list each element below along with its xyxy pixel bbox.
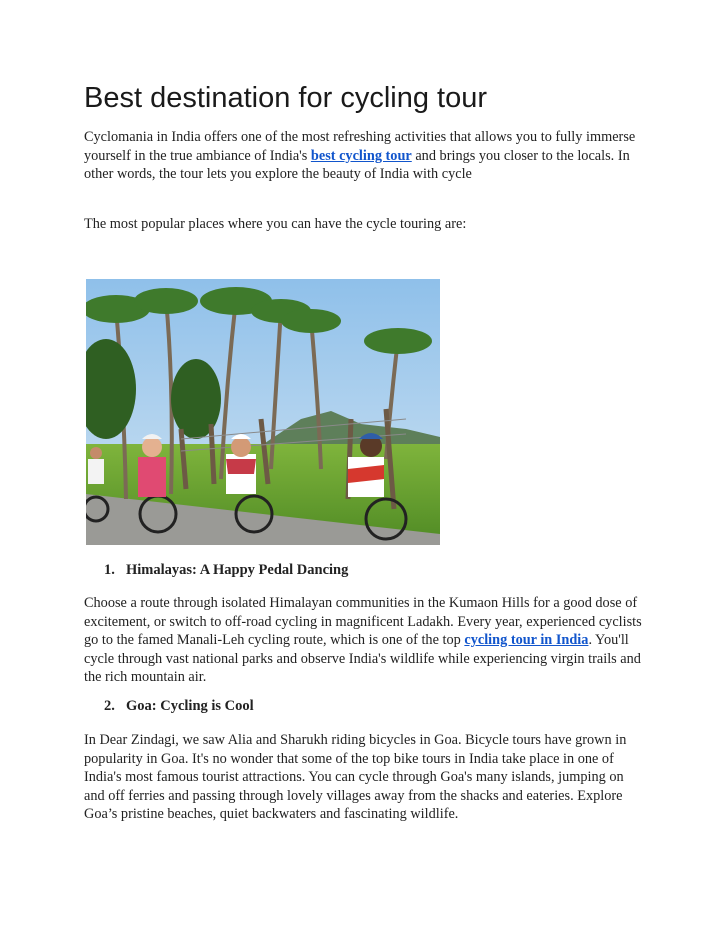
- intro-text-before: Cyclomania in India offers one of the most refreshing activities that allows you to fully immerse yourself in the true ambiance of India's: [84, 129, 636, 164]
- himalayas-text-before: Choose a route through isolated Himalayan communities in the Kumaon Hills for a good dose of excitement, or switch to off-road cycling in magnificent Ladakh. Every year, experienced cyclists go to the famed Manali-Leh cycling route, which is one of the top: [84, 595, 642, 648]
- section-number: 1.: [104, 562, 115, 578]
- section-heading-himalayas: [104, 562, 348, 579]
- intro-text-after: and brings you closer to the locals. In other words, the tour lets you explore the beauty of India with cycle: [84, 147, 630, 182]
- page-title: Best destination for cycling tour: [84, 82, 487, 114]
- best-cycling-tour-link[interactable]: best cycling tour: [310, 147, 412, 164]
- cyclists-photo: [86, 279, 440, 545]
- section-heading-text: Himalayas: A Happy Pedal Dancing: [126, 562, 349, 578]
- goa-paragraph: In Dear Zindagi, we saw Alia and Sharukh riding bicycles in Goa. Bicycle tours have grown in popularity in Goa. It's no wonder that some of the top bike tours in India take place in one of India's most famous tourist attractions. You can cycle through Goa's many islands, jumping on and off ferries and passing through lovely villages away from the shacks and eateries. Explore Goa’s pristine beaches, quiet backwaters and fascinating wildlife.: [84, 732, 627, 822]
- section-heading-text: Goa: Cycling is Cool: [126, 698, 254, 714]
- himalayas-paragraph: [84, 594, 644, 687]
- intro-paragraph: [84, 128, 644, 184]
- himalayas-text-after: . You'll cycle through vast national parks and observe India's wildlife while experiencing virgin trails and the rich mountain air.: [84, 632, 641, 685]
- cycling-tour-in-india-link[interactable]: cycling tour in India: [464, 632, 589, 648]
- section-number: 2.: [104, 698, 115, 714]
- section-heading-goa: [104, 698, 254, 715]
- lead-in-paragraph: The most popular places where you can have the cycle touring are:: [84, 216, 467, 232]
